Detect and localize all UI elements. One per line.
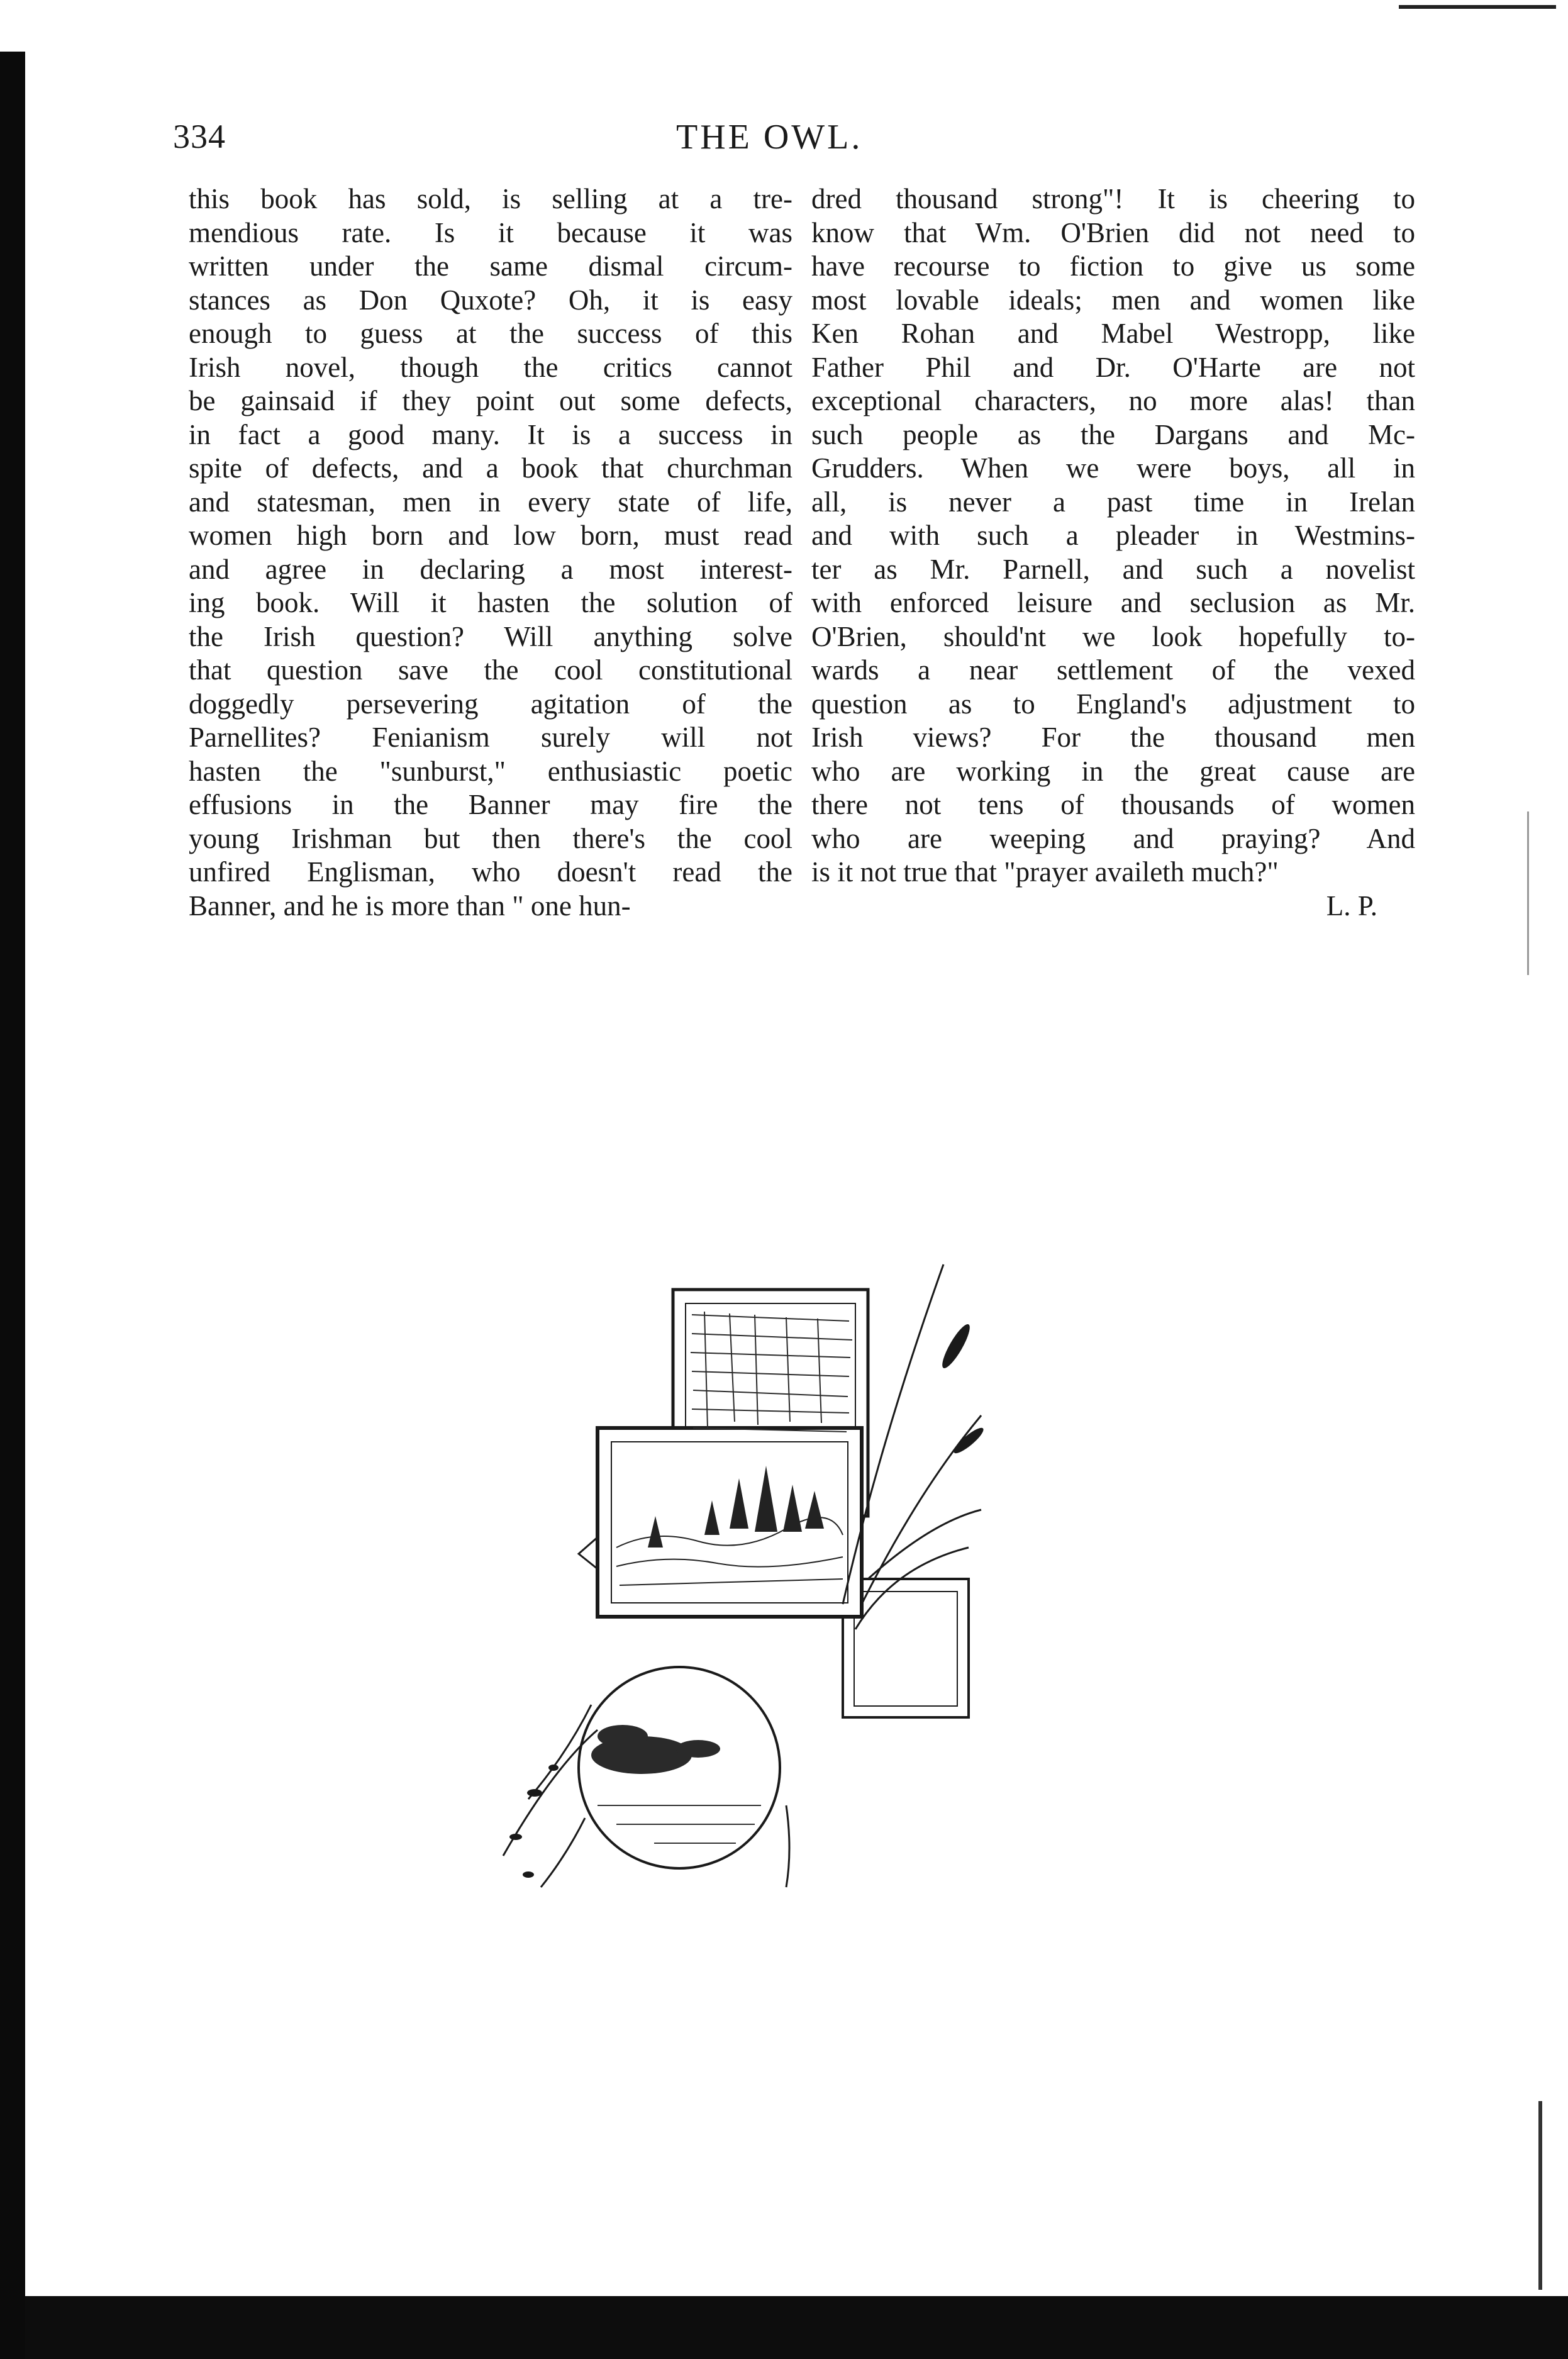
text-line: O'Brien, should'nt we look hopefully to- [811,620,1415,652]
signature: L. P. [1326,890,1377,922]
scan-bottom-edge [25,2296,1568,2359]
text-line: such people as the Dargans and Mc- [811,418,1415,450]
branch [528,1705,591,1799]
text-line: mendious rate. Is it because it was [189,216,792,248]
text-line: all, is never a past time in Irelan [811,486,1415,518]
text-line: and agree in declaring a most interest- [189,553,792,585]
text-line: know that Wm. O'Brien did not need to [811,216,1415,248]
text-line: ter as Mr. Parnell, and such a novelist [811,553,1415,585]
left-column [189,182,792,923]
text-line: this book has sold, is selling at a tre- [189,183,792,215]
right-column-lines [811,182,1415,890]
right-column [811,182,1415,923]
text-line: and statesman, men in every state of life, [189,486,792,518]
text-line: have recourse to fiction to give us some [811,250,1415,282]
text-line: and with such a pleader in Westmins- [811,520,1415,551]
text-line: effusions in the Banner may fire the [189,789,792,820]
text-line: Father Phil and Dr. O'Harte are not [811,351,1415,383]
text-line: Irish views? For the thousand men [811,722,1415,753]
text-line: question as to England's adjustment to [811,688,1415,720]
text-line: dred thousand strong"! It is cheering to [811,183,1415,215]
text-line: written under the same dismal circum- [189,250,792,282]
text-line: Irish novel, though the critics cannot [189,351,792,383]
grass-stem [868,1510,981,1579]
text-line: Ken Rohan and Mabel Westropp, like [811,318,1415,349]
text-line: unfired Englisman, who doesn't read the [189,856,792,888]
scan-top-line [1399,5,1556,9]
text-line: wards a near settlement of the vexed [811,654,1415,686]
text-line: stances as Don Quxote? Oh, it is easy [189,284,792,316]
text-line: hasten the "sunburst," enthusiastic poetic [189,755,792,787]
text-line: who are weeping and praying? And [811,822,1415,854]
text-line: young Irishman but then there's the cool [189,822,792,854]
scan-right-mark [1538,2101,1542,2290]
text-line: is it not true that "prayer availeth much?" [811,856,1279,888]
text-line: most lovable ideals; men and women like [811,284,1415,316]
text-line: doggedly persevering agitation of the [189,688,792,720]
text-line: enough to guess at the success of this [189,318,792,349]
text-line: be gainsaid if they point out some defects, [189,385,792,416]
page-number: 334 [173,118,226,155]
text-line: Grudders. When we were boys, all in [811,452,1415,484]
grass-stem [855,1548,969,1629]
scan-left-edge [0,52,25,2359]
running-title: THE OWL. [676,118,863,157]
branch [786,1805,789,1887]
text-line: there not tens of thousands of women [811,789,1415,820]
text-line: ing book. Will it hasten the solution of [189,587,792,618]
vignette-framed-landscapes-with-grasses-icon [491,1252,994,1900]
text-line: Parnellites? Fenianism surely will not [189,722,792,753]
text-line: in fact a good many. It is a success in [189,418,792,450]
text-line: that question save the cool constitutional [189,654,792,686]
scan-right-thin-mark [1527,811,1529,975]
text-line: who are working in the great cause are [811,755,1415,787]
branch [541,1818,585,1887]
text-line: exceptional characters, no more alas! than [811,385,1415,416]
text-line: women high born and low born, must read [189,520,792,551]
text-line: with enforced leisure and seclusion as Mr. [811,587,1415,618]
text-line: spite of defects, and a book that churchman [189,452,792,484]
text-line: the Irish question? Will anything solve [189,620,792,652]
text-line: Banner, and he is more than " one hun- [189,890,631,922]
running-head [0,117,1568,167]
